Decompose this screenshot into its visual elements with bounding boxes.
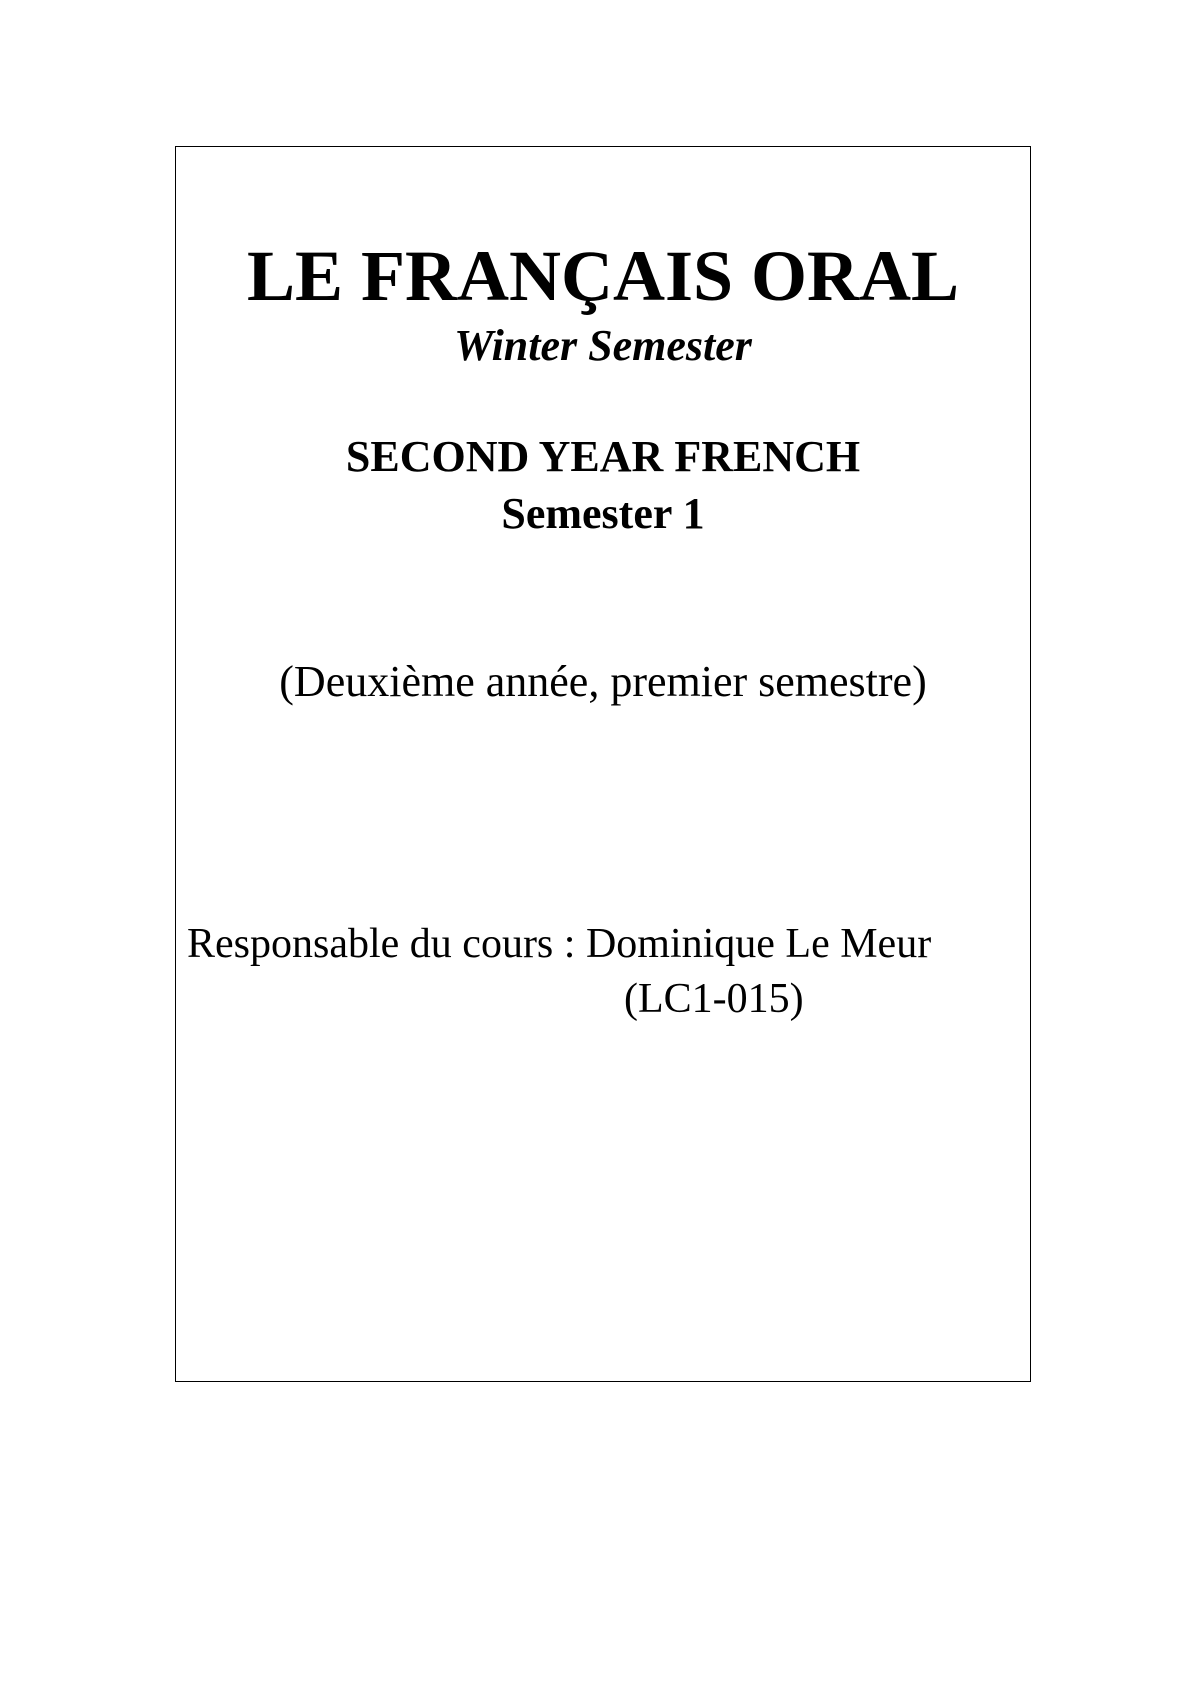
french-subtitle: (Deuxième année, premier semestre)	[279, 657, 927, 706]
semester-label: Semester 1	[501, 489, 705, 538]
course-level: SECOND YEAR FRENCH	[345, 432, 861, 481]
term-subtitle: Winter Semester	[454, 321, 752, 370]
course-responsible: Responsable du cours : Dominique Le Meur	[187, 921, 932, 967]
document-title: LE FRANÇAIS ORAL	[246, 236, 960, 316]
office-room: (LC1-015)	[624, 976, 804, 1022]
cover-frame	[175, 146, 1031, 1382]
